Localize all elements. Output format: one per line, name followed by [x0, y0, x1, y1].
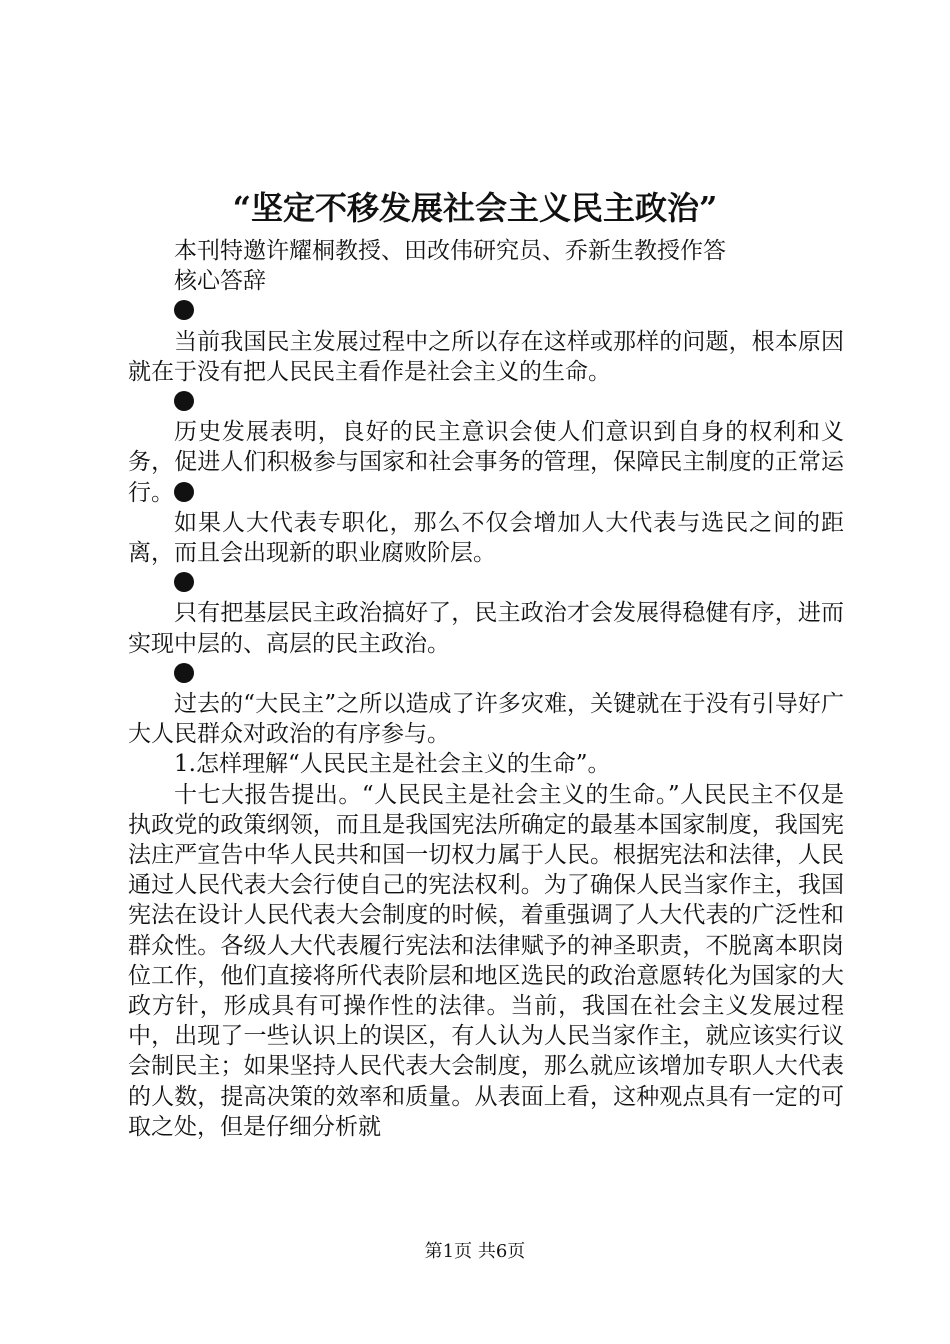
bullet-dot-icon [174, 391, 194, 411]
key-point-5: 过去的“大民主”之所以造成了许多灾难，关键就在于没有引导好广大人民群众对政治的有序参与。 [128, 691, 844, 748]
bullet-marker [128, 659, 844, 689]
key-point-2 [128, 417, 844, 508]
page-number: 第1页 共6页 [424, 1241, 526, 1262]
document-title: “坚定不移发展社会主义民主政治” [232, 189, 718, 227]
key-point-3: 如果人大代表专职化，那么不仅会增加人大代表与选民之间的距离，而且会出现新的职业腐败阶层。 [128, 509, 844, 567]
answer-paragraph: 十七大报告提出。“人民民主是社会主义的生命。”人民民主不仅是执政党的政策纲领，而且是我国宪法所确定的最基本国家制度，我国宪法庄严宣告中华人民共和国一切权力属于人民。根据宪法和法律，人民通过人民代表大会行使自己的宪法权利。为了确保人民当家作主，我国宪法在设计人民代表大会制度的时候，着重强调了人大代表的广泛性和群众性。各级人大代表履行宪法和法律赋予的神圣职责，不脱离本职岗位工作，他们直接将所代表阶层和地区选民的政治意愿转化为国家的大政方针，形成具有可操作性的法律。当前，我国在社会主义发展过程中，出现了一些认识上的误区，有人认为人民当家作主，就应该实行议会制民主；如果坚持人民代表大会制度，那么就应该增加专职人大代表的人数，提高决策的效率和质量。从表面上看，这种观点具有一定的可取之处，但是仔细分析就 [128, 781, 844, 1140]
bullet-marker [128, 568, 844, 598]
bullet-marker [128, 387, 844, 417]
key-point-1: 当前我国民主发展过程中之所以存在这样或那样的问题，根本原因就在于没有把人民民主看作是社会主义的生命。 [128, 328, 844, 385]
question-heading: 1.怎样理解“人民民主是社会主义的生命”。 [174, 751, 611, 778]
bullet-dot-icon [174, 572, 194, 592]
key-point-4: 只有把基层民主政治搞好了，民主政治才会发展得稳健有序，进而实现中层的、高层的民主政治。 [128, 600, 844, 657]
bullet-dot-icon [174, 663, 194, 683]
document-body [128, 236, 844, 1142]
bullet-dot-icon [174, 300, 194, 320]
key-point-2-text: 历史发展表明，良好的民主意识会使人们意识到自身的权利和义务，促进人们积极参与国家和社会事务的管理，保障民主制度的正常运行。 [128, 419, 844, 506]
bullet-dot-icon [174, 482, 194, 502]
intro-line: 本刊特邀许耀桐教授、田改伟研究员、乔新生教授作答 [174, 238, 726, 264]
intro-subheading: 核心答辞 [174, 268, 266, 295]
bullet-marker [128, 296, 844, 326]
